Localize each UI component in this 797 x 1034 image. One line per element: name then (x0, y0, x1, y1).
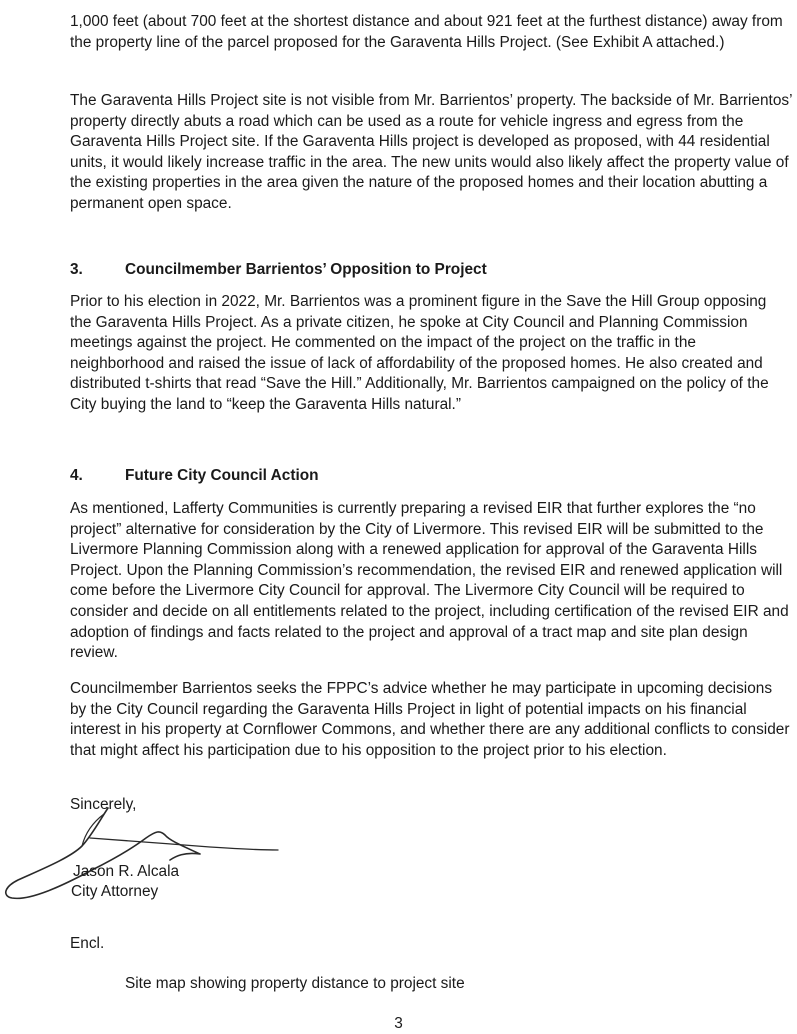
section-4-heading (70, 466, 319, 486)
section-3-number: 3. (70, 261, 83, 278)
enclosure-label: Encl. (70, 935, 105, 952)
signer-title: City Attorney (71, 883, 159, 900)
section-3-heading (70, 260, 487, 280)
closing-salutation: Sincerely, (70, 796, 137, 813)
section-3-body: Prior to his election in 2022, Mr. Barrientos was a prominent figure in the Save the Hill Group opposing the Garaventa Hills Project. As a private citizen, he spoke at City Council and Planning Commission meetings against the project. He commented on the impact of the project on the traffic in the neighborhood and raised the issue of lack of affordability of the proposed homes. He also created and distributed t-shirts that read “Save the Hill.” Additionally, Mr. Barrientos campaigned on the policy of the City buying the land to “keep the Garaventa Hills natural.” (70, 293, 769, 413)
visibility-paragraph: The Garaventa Hills Project site is not visible from Mr. Barrientos’ property. The backside of Mr. Barrientos’ property directly abuts a road which can be used as a route for vehicle ingress and egress from the Garaventa Hills Project site. If the Garaventa Hills project is developed as proposed, with 44 residential units, it would likely increase traffic in the area. The new units would also likely affect the property value of the existing properties in the area given the nature of the proposed homes and their location abutting a permanent open space. (70, 92, 792, 212)
section-4-body-2: Councilmember Barrientos seeks the FPPC’s advice whether he may participate in upcoming decisions by the City Council regarding the Garaventa Hills Project in light of potential impacts on his financial interest in his property at Cornflower Commons, and whether there are any additional conflicts to consider that might affect his participation due to his opposition to the project prior to his election. (70, 680, 790, 759)
section-4-body-1: As mentioned, Lafferty Communities is currently preparing a revised EIR that further explores the “no project” alternative for consideration by the City of Livermore. This revised EIR will be submitted to the Livermore Planning Commission along with a renewed application for approval of the Garaventa Hills Project. Upon the Planning Commission’s recommendation, the revised EIR and renewed application will come before the Livermore City Council for approval. The Livermore City Council will be required to consider and decide on all entitlements related to the project, including certification of the revised EIR and adoption of findings and facts related to the project and approval of a tract map and site plan design review. (70, 500, 789, 662)
section-4-number: 4. (70, 467, 83, 484)
intro-paragraph: 1,000 feet (about 700 feet at the shortest distance and about 921 feet at the furthest distance) away from the property line of the parcel proposed for the Garaventa Hills Project. (See Exhibit A attached.) (70, 13, 783, 51)
page-number: 3 (394, 1015, 403, 1032)
enclosure-item: Site map showing property distance to project site (125, 975, 465, 992)
section-4-title: Future City Council Action (125, 467, 319, 484)
section-3-title: Councilmember Barrientos’ Opposition to Project (125, 261, 487, 278)
signer-name: Jason R. Alcala (73, 863, 180, 880)
